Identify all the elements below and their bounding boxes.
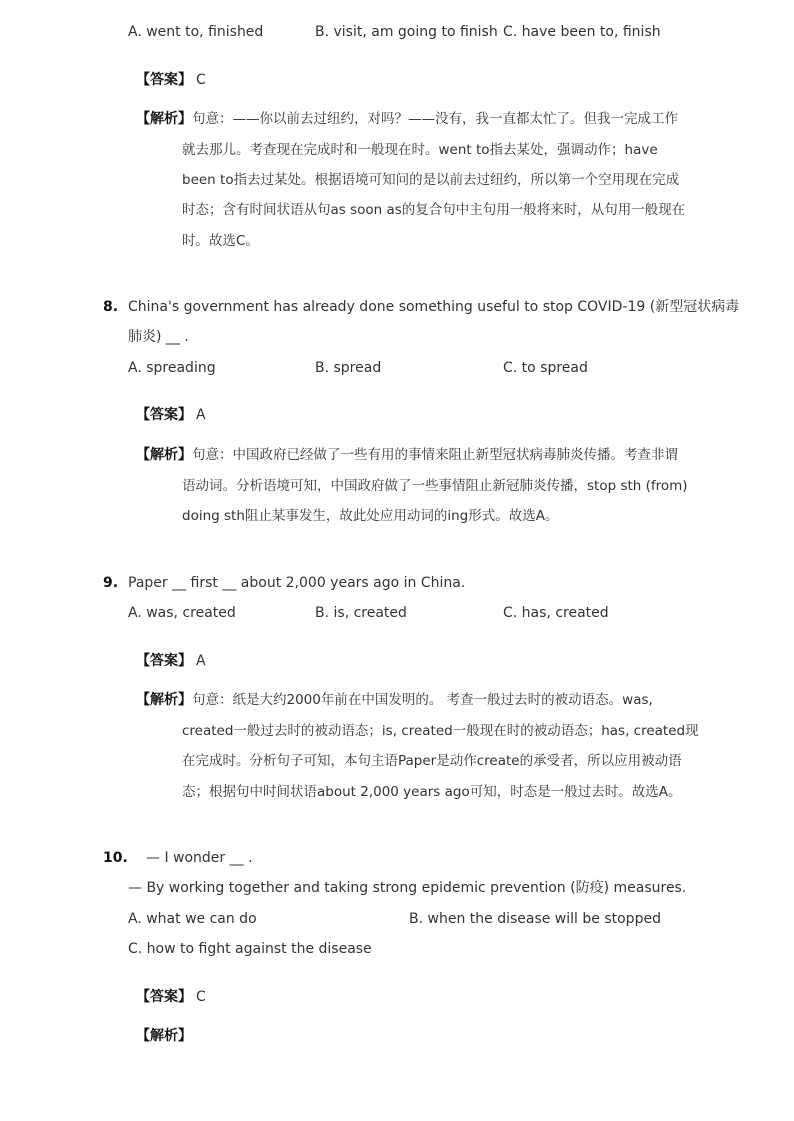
answer-value: C (196, 72, 206, 88)
q7-option-a: A. went to, finished (128, 24, 264, 40)
answer-tag: 【答案】 (136, 72, 192, 88)
explanation-tag: 【解析】 (136, 111, 192, 127)
q7-explanation-line-1: 句意：——你以前去过纽约，对吗？——没有，我一直都太忙了。但我一完成工作 (192, 111, 678, 127)
q7-explanation-line-2: 就去那儿。考查现在完成时和一般现在时。went to指去某处，强调动作；have (182, 142, 658, 158)
q7-explanation-line-4: 时态；含有时间状语从句as soon as的复合句中主句用一般将来时，从句用一般现在 (182, 202, 686, 218)
q10-option-a: A. what we can do (128, 911, 257, 927)
q10-number: 10. (103, 850, 128, 866)
q8-explanation-line-3: doing sth阻止某事发生，故此处应用动词的ing形式。故选A。 (182, 508, 559, 524)
q8-stem-line-2: 肺炎) __ . (128, 329, 189, 345)
q8-explanation-line-2: 语动词。分析语境可知，中国政府做了一些事情阻止新冠肺炎传播，stop sth (from) (182, 478, 688, 494)
q10-explanation-tag (136, 1027, 192, 1045)
q9-option-c: C. has, created (503, 605, 609, 621)
q10-option-c: C. how to fight against the disease (128, 941, 372, 957)
q8-answer (136, 406, 206, 424)
q9-option-a: A. was, created (128, 605, 236, 621)
q8-option-c: C. to spread (503, 360, 588, 376)
answer-value: A (196, 407, 206, 423)
q7-explanation-tag (136, 110, 678, 128)
q9-explanation-line-3: 在完成时。分析句子可知，本句主语Paper是动作create的承受者，所以应用被动语 (182, 753, 682, 769)
q9-option-b: B. is, created (315, 605, 407, 621)
q7-answer (136, 71, 206, 89)
q7-explanation-line-3: been to指去过某处。根据语境可知问的是以前去过纽约，所以第一个空用现在完成 (182, 172, 680, 188)
q10-stem-line-2: — By working together and taking strong epidemic prevention (防疫) measures. (128, 880, 687, 896)
q9-explanation-line-1: 句意：纸是大约2000年前在中国发明的。 考查一般过去时的被动语态。was, (192, 692, 653, 708)
answer-tag: 【答案】 (136, 653, 192, 669)
q9-explanation-line-2: created一般过去时的被动语态；is, created一般现在时的被动语态；has, created现 (182, 723, 699, 739)
q7-explanation-line-5: 时。故选C。 (182, 233, 259, 249)
q9-explanation-line-4: 态；根据句中时间状语about 2,000 years ago可知，时态是一般过去时。故选A。 (182, 784, 682, 800)
q8-option-b: B. spread (315, 360, 382, 376)
answer-tag: 【答案】 (136, 989, 192, 1005)
q8-option-a: A. spreading (128, 360, 216, 376)
q10-stem-line-1: — I wonder __ . (146, 850, 253, 866)
q9-answer (136, 652, 206, 670)
q9-number: 9. (103, 575, 119, 591)
q8-number: 8. (103, 299, 119, 315)
explanation-tag: 【解析】 (136, 447, 192, 463)
q8-explanation-tag (136, 446, 678, 464)
explanation-tag: 【解析】 (136, 1028, 192, 1044)
answer-value: C (196, 989, 206, 1005)
q9-explanation-tag (136, 691, 653, 709)
answer-tag: 【答案】 (136, 407, 192, 423)
q10-answer (136, 988, 206, 1006)
q8-explanation-line-1: 句意：中国政府已经做了一些有用的事情来阻止新型冠状病毒肺炎传播。考查非谓 (192, 447, 678, 463)
q7-option-c: C. have been to, finish (503, 24, 661, 40)
q9-stem: Paper __ first __ about 2,000 years ago in China. (128, 575, 466, 591)
q8-stem-line-1: China's government has already done something useful to stop COVID-19 (新型冠状病毒 (128, 299, 740, 315)
q10-option-b: B. when the disease will be stopped (409, 911, 661, 927)
explanation-tag: 【解析】 (136, 692, 192, 708)
q7-option-b: B. visit, am going to finish (315, 24, 498, 40)
answer-value: A (196, 653, 206, 669)
